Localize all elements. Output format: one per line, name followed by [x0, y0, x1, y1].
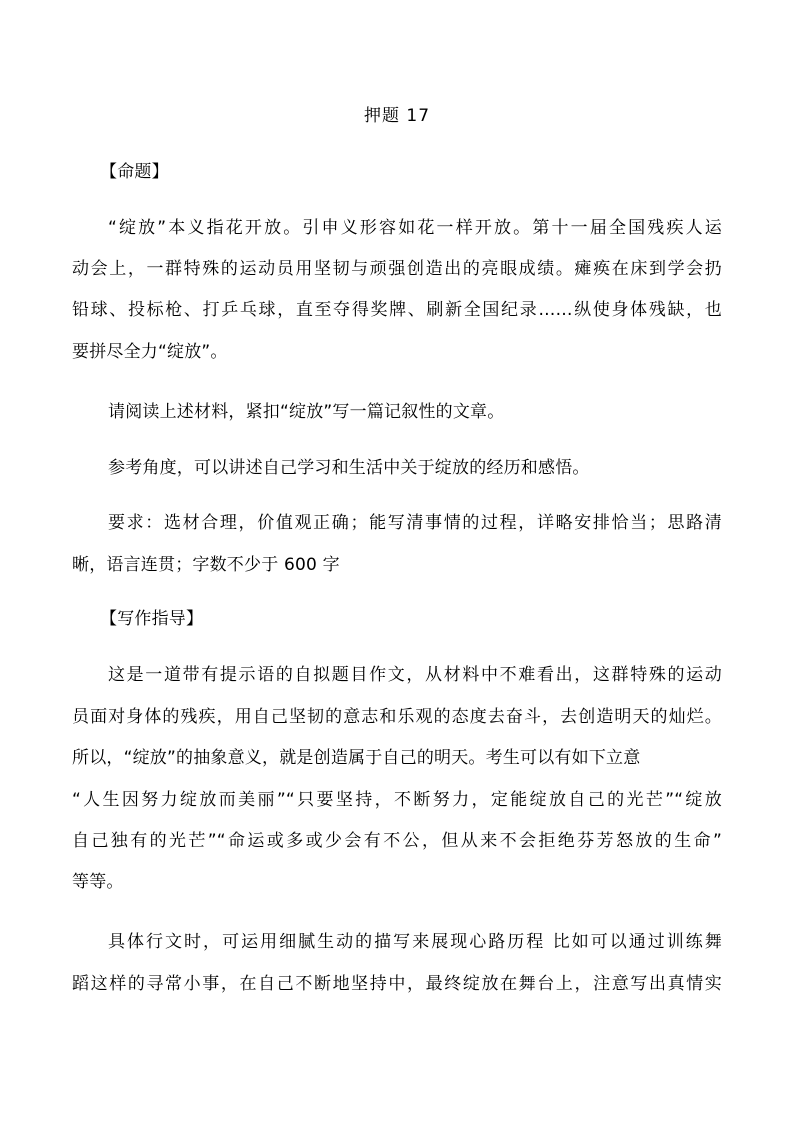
reference-text: 参考角度，可以讲述自己学习和生活中关于绽放的经历和感悟。 [108, 458, 590, 478]
guidance-line-2: 员面对身体的残疾，用自己坚韧的意志和乐观的态度去奋斗，去创造明天的灿烂。 [72, 707, 722, 727]
practice-line-2: 蹈这样的寻常小事，在自己不断地坚持中，最终绽放在舞台上，注意写出真情实 [72, 974, 722, 994]
requirement-line-2: 晰，语言连贯；字数不少于 600 字 [72, 555, 340, 575]
guidance-line-4: “人生因努力绽放而美丽”“只要坚持，不断努力，定能绽放自己的光芒”“绽放 [72, 790, 722, 810]
material-line-4: 要拼尽全力“绽放”。 [72, 342, 228, 362]
material-line-2: 动会上，一群特殊的运动员用坚韧与顽强创造出的亮眼成绩。瘫痪在床到学会扔 [72, 259, 722, 279]
section-heading-guidance: 【写作指导】 [100, 609, 204, 629]
requirement-line-1: 要求：选材合理，价值观正确；能写清事情的过程，详略安排恰当；思路清 [108, 513, 722, 533]
instruction-text: 请阅读上述材料，紧扣“绽放”写一篇记叙性的文章。 [108, 402, 505, 422]
material-line-3: 铅球、投标枪、打乒乓球，直至夺得奖牌、刷新全国纪录……纵使身体残缺，也 [72, 300, 722, 320]
guidance-line-1: 这是一道带有提示语的自拟题目作文，从材料中不难看出，这群特殊的运动 [108, 665, 722, 685]
material-line-1: “绽放”本义指花开放。引申义形容如花一样开放。第十一届全国残疾人运 [108, 218, 722, 238]
page-title: 押题 17 [363, 106, 431, 126]
practice-line-1: 具体行文时，可运用细腻生动的描写来展现心路历程 比如可以通过训练舞 [108, 932, 722, 952]
guidance-line-3: 所以，“绽放”的抽象意义，就是创造属于自己的明天。考生可以有如下立意 [72, 748, 641, 768]
section-heading-prompt: 【命题】 [100, 162, 169, 182]
guidance-line-5: 自己独有的光芒”“命运或多或少会有不公，但从来不会拒绝芬芳怒放的生命” [72, 831, 722, 851]
guidance-line-6: 等等。 [72, 872, 124, 892]
